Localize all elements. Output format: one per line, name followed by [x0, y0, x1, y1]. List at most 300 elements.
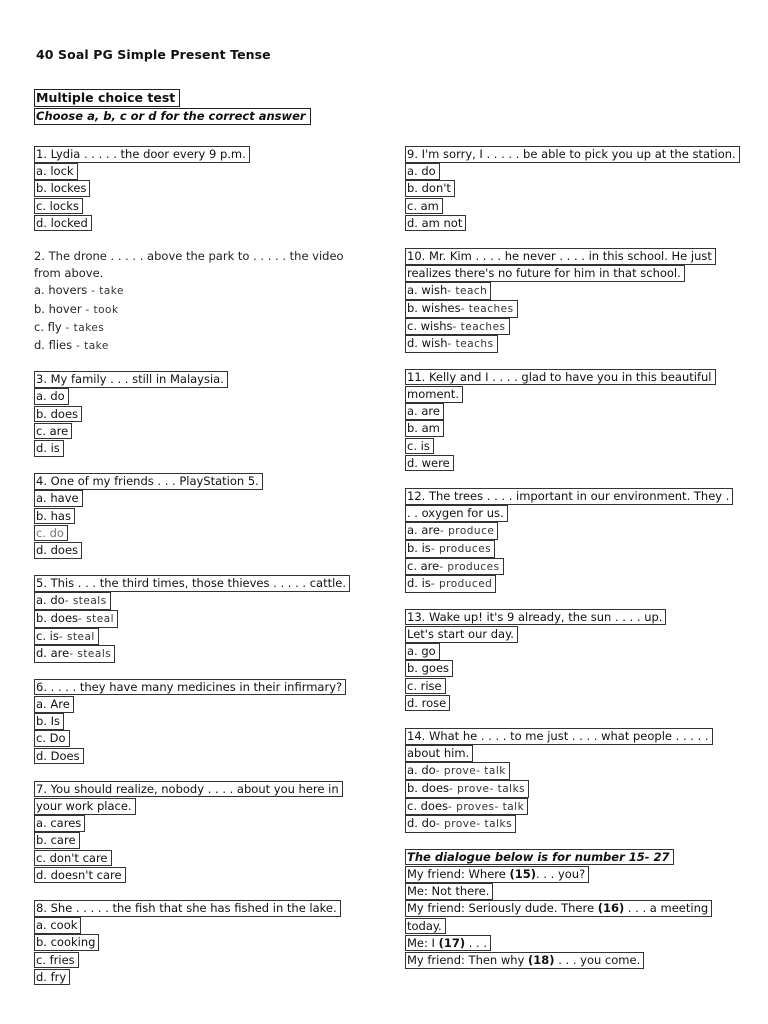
line-text: [405, 540, 495, 558]
line-text: [34, 423, 72, 440]
line-text: [34, 815, 85, 832]
line-main-text: c. rise: [407, 678, 442, 693]
answer-line: [34, 628, 374, 646]
option-second-word: - produces: [430, 543, 492, 556]
answer-line: [405, 678, 745, 695]
line-after-text: . . .: [465, 935, 488, 950]
line-text: [405, 678, 446, 695]
answer-line: [34, 798, 374, 815]
line-main-text: c. does: [407, 798, 449, 813]
answer-line: [34, 180, 374, 197]
question-stem: [405, 369, 745, 386]
line-main-text: a. go: [407, 644, 436, 659]
line-main-text: realizes there's no future for him in that school.: [407, 266, 681, 281]
answer-line: [34, 440, 374, 457]
line-text: [405, 798, 528, 816]
line-main-text: 9. I'm sorry, I . . . . . be able to pick you up at the station.: [407, 147, 736, 161]
line-main-text: 12. The trees . . . . important in our environment. They .: [407, 489, 730, 504]
line-text: [34, 850, 112, 867]
line-main-text: 4. One of my friends . . . PlayStation 5.: [36, 474, 259, 489]
line-main-text: d. is: [407, 576, 431, 591]
question-block: [34, 679, 374, 765]
answer-line: [34, 423, 374, 440]
option-second-word: - teaches: [452, 320, 506, 333]
line-text: [405, 420, 444, 437]
answer-line: [405, 660, 745, 677]
line-text: [34, 180, 90, 197]
answer-line: [405, 198, 745, 215]
line-main-text: d. wish: [407, 336, 448, 351]
answer-line: [405, 900, 745, 917]
line-main-text: a. are: [407, 404, 440, 419]
line-main-text: 6. . . . . they have many medicines in their infirmary?: [36, 679, 343, 694]
question-block: [405, 248, 745, 353]
line-main-text: 10. Mr. Kim . . . . he never . . . . in this school. He just: [407, 249, 712, 264]
line-text: [405, 300, 518, 318]
answer-line: [405, 282, 745, 300]
answer-line: [34, 610, 374, 628]
question-block: [405, 488, 745, 593]
answer-line: [405, 695, 745, 712]
option-second-word: - takes: [61, 321, 105, 334]
line-main-text: c. fries: [36, 952, 75, 967]
line-main-text: b. Is: [36, 714, 60, 729]
line-main-text: d. do: [407, 816, 436, 831]
line-text: [405, 952, 644, 969]
answer-line: [34, 282, 374, 300]
line-text: [34, 146, 250, 163]
line-main-text: c. Do: [36, 731, 66, 746]
line-main-text: d. am not: [407, 215, 463, 230]
line-text: [405, 762, 510, 780]
line-text: [34, 266, 103, 280]
answer-line: [34, 265, 374, 282]
line-main-text: Me: I: [407, 935, 439, 950]
answer-line: [34, 542, 374, 559]
question-block: [34, 248, 374, 355]
question-block: [34, 146, 374, 232]
heading-label: Multiple choice test: [34, 89, 180, 107]
answer-line: [34, 952, 374, 969]
answer-line: [405, 745, 745, 762]
document-title: 40 Soal PG Simple Present Tense: [36, 47, 271, 62]
line-main-text: Let's start our day.: [407, 627, 514, 641]
answer-line: [405, 335, 745, 353]
line-main-text: 13. Wake up! it's 9 already, the sun . . . . up.: [407, 609, 663, 624]
line-text: [405, 780, 529, 798]
answer-line: [405, 300, 745, 318]
line-text: [34, 388, 69, 405]
line-text: [405, 488, 733, 505]
line-main-text: c. is: [407, 438, 430, 453]
answer-line: [34, 388, 374, 405]
line-main-text: b. does: [36, 406, 79, 421]
line-text: [405, 265, 685, 282]
question-stem: [405, 248, 745, 265]
question-block: [34, 575, 374, 663]
answer-line: [405, 798, 745, 816]
line-text: [34, 679, 346, 696]
answer-line: [405, 455, 745, 472]
option-second-word: - teachs: [447, 338, 494, 351]
test-heading: [34, 89, 311, 125]
line-main-text: 5. This . . . the third times, those thieves . . . . . cattle.: [36, 576, 347, 591]
line-text: [34, 748, 84, 765]
answer-line: [34, 730, 374, 747]
question-stem: [405, 488, 745, 505]
line-text: [405, 849, 674, 866]
line-text: [34, 371, 228, 388]
answer-line: [34, 645, 374, 663]
answer-line: [34, 969, 374, 986]
line-text: [34, 508, 75, 525]
line-main-text: c. is: [36, 628, 59, 643]
answer-line: [405, 626, 745, 643]
option-second-word: - prove- talks: [435, 818, 513, 831]
line-text: [405, 215, 466, 232]
line-main-text: a. have: [36, 491, 79, 506]
option-second-word: - teaches: [460, 303, 514, 316]
line-main-text: your work place.: [36, 799, 132, 814]
line-text: [34, 249, 344, 263]
line-text: [34, 730, 70, 747]
line-main-text: 1. Lydia . . . . . the door every 9 p.m.: [36, 147, 246, 161]
answer-line: [34, 490, 374, 507]
line-text: [34, 320, 104, 334]
line-text: [405, 728, 713, 745]
line-text: [34, 198, 83, 215]
answer-line: [34, 319, 374, 337]
answer-line: [34, 337, 374, 355]
blank-number-marker: (17): [438, 935, 466, 950]
answer-line: [34, 215, 374, 232]
answer-line: [34, 815, 374, 832]
line-text: [405, 335, 498, 353]
line-main-text: The dialogue below is for number 15- 27: [407, 849, 670, 864]
line-text: [34, 406, 82, 423]
line-main-text: a. cook: [36, 918, 78, 933]
line-main-text: b. does: [407, 781, 450, 796]
line-main-text: a. do: [407, 164, 436, 179]
line-main-text: a. wish: [407, 283, 448, 298]
line-main-text: b. does: [36, 611, 79, 626]
line-text: [34, 952, 79, 969]
line-text: [405, 883, 493, 900]
line-main-text: d. does: [36, 543, 79, 558]
option-second-word: - proves- talk: [448, 800, 525, 813]
line-text: [34, 610, 118, 628]
question-stem: [34, 371, 374, 388]
line-main-text: a. do: [36, 593, 65, 608]
line-text: [34, 542, 82, 559]
line-text: [34, 283, 124, 297]
line-main-text: c. are: [36, 423, 69, 438]
line-main-text: 14. What he . . . . to me just . . . . what people . . . . .: [407, 729, 709, 744]
question-stem: [34, 248, 374, 265]
line-text: [405, 935, 491, 952]
line-main-text: a. cares: [36, 816, 82, 831]
answer-line: [34, 696, 374, 713]
line-after-text: . . . you?: [536, 867, 586, 881]
line-main-text: b. is: [407, 541, 431, 556]
answer-line: [405, 180, 745, 197]
answer-line: [34, 163, 374, 180]
line-main-text: c. are: [407, 558, 440, 573]
line-text: [405, 558, 504, 576]
option-second-word: - steals: [69, 648, 112, 661]
answer-line: [405, 918, 745, 935]
line-text: [405, 248, 716, 265]
answer-line: [34, 832, 374, 849]
line-text: [34, 215, 92, 232]
line-main-text: a. do: [407, 763, 436, 778]
line-main-text: c. wishs: [407, 318, 453, 333]
option-second-word: - take: [87, 285, 124, 298]
line-main-text: a. Are: [36, 697, 70, 712]
line-text: [34, 713, 64, 730]
question-stem: [405, 146, 745, 163]
answer-line: [405, 386, 745, 403]
answer-line: [34, 917, 374, 934]
line-main-text: moment.: [407, 387, 459, 401]
line-main-text: d. rose: [407, 695, 447, 710]
answer-line: [34, 592, 374, 610]
line-main-text: from above.: [34, 266, 104, 281]
line-main-text: . . oxygen for us.: [407, 506, 504, 521]
line-main-text: b. goes: [407, 661, 450, 676]
question-stem: [34, 146, 374, 163]
line-main-text: a. lock: [36, 164, 74, 179]
line-main-text: d. are: [36, 646, 70, 661]
answer-line: [405, 815, 745, 833]
line-text: [405, 695, 450, 712]
line-main-text: b. cooking: [36, 935, 96, 950]
line-text: [34, 969, 70, 986]
line-text: [405, 198, 443, 215]
line-main-text: 8. She . . . . . the fish that she has fished in the lake.: [36, 901, 337, 916]
answer-line: [34, 301, 374, 319]
line-main-text: b. don't: [407, 181, 451, 196]
line-text: [34, 473, 263, 490]
line-text: [34, 917, 81, 934]
line-text: [34, 490, 83, 507]
line-text: [34, 338, 109, 352]
answer-line: [405, 265, 745, 282]
option-second-word: - took: [81, 303, 119, 316]
answer-line: [405, 403, 745, 420]
line-text: [405, 900, 712, 917]
question-stem: [405, 728, 745, 745]
line-text: [34, 832, 80, 849]
line-text: [405, 866, 589, 883]
line-main-text: b. am: [407, 421, 440, 436]
question-stem: [34, 575, 374, 592]
question-block: [34, 473, 374, 559]
answer-line: [34, 713, 374, 730]
line-text: [34, 592, 111, 610]
line-after-text: . . . a meeting: [624, 901, 709, 916]
line-text: [405, 163, 440, 180]
line-after-text: . . . you come.: [554, 953, 641, 968]
line-text: [405, 522, 498, 540]
answer-line: [405, 780, 745, 798]
answer-line: [405, 420, 745, 437]
line-text: [405, 282, 491, 300]
line-text: [405, 403, 444, 420]
instruction-label: Choose a, b, c or d for the correct answer: [34, 108, 311, 125]
question-stem: [34, 473, 374, 490]
answer-line: [405, 866, 745, 883]
line-main-text: 2. The drone . . . . . above the park to . . . . . the video: [34, 249, 344, 264]
line-main-text: c. locks: [36, 198, 79, 213]
line-text: [405, 146, 740, 163]
answer-line: [34, 867, 374, 884]
line-main-text: b. care: [36, 833, 76, 848]
question-block: [405, 369, 745, 472]
line-text: [34, 525, 68, 542]
line-main-text: d. locked: [36, 215, 88, 230]
left-question-column: [34, 146, 374, 1002]
line-main-text: d. were: [407, 455, 450, 470]
answer-line: [405, 883, 745, 900]
option-second-word: - produced: [430, 578, 493, 591]
line-text: [34, 628, 99, 646]
line-main-text: 7. You should realize, nobody . . . . about you here in: [36, 781, 339, 796]
question-stem: [34, 900, 374, 917]
line-text: [34, 440, 64, 457]
answer-line: [405, 438, 745, 455]
answer-line: [34, 198, 374, 215]
line-text: [34, 781, 343, 798]
line-main-text: My friend: Seriously dude. There: [407, 901, 598, 916]
line-main-text: d. is: [36, 441, 60, 456]
line-main-text: d. doesn't care: [36, 867, 122, 882]
line-text: [405, 918, 446, 935]
answer-line: [34, 748, 374, 765]
option-second-word: - prove- talks: [449, 783, 526, 796]
line-text: [34, 163, 78, 180]
blank-number-marker: (18): [528, 953, 555, 968]
line-text: [405, 815, 516, 833]
question-stem: [34, 781, 374, 798]
line-text: [405, 505, 508, 522]
blank-number-marker: (15): [509, 867, 537, 881]
answer-line: [34, 850, 374, 867]
question-block: [405, 728, 745, 833]
line-main-text: c. do: [36, 525, 64, 540]
question-stem: [34, 679, 374, 696]
option-second-word: - steals: [64, 595, 107, 608]
line-text: [405, 609, 666, 626]
line-text: [34, 645, 115, 663]
question-block: [34, 371, 374, 457]
line-main-text: c. am: [407, 198, 439, 213]
blank-number-marker: (16): [597, 901, 625, 916]
line-text: [405, 626, 518, 643]
answer-line: [405, 163, 745, 180]
answer-line: [405, 540, 745, 558]
line-text: [405, 745, 473, 762]
answer-line: [405, 952, 745, 969]
line-main-text: d. Does: [36, 748, 80, 763]
line-text: [405, 455, 454, 472]
line-text: [405, 386, 463, 403]
answer-line: [405, 575, 745, 593]
line-text: [405, 643, 440, 660]
line-main-text: My friend: Where: [407, 867, 510, 881]
line-text: [34, 934, 99, 951]
answer-line: [405, 935, 745, 952]
option-second-word: - teach: [447, 285, 488, 298]
answer-line: [405, 762, 745, 780]
question-block: [405, 609, 745, 712]
question-block: [405, 849, 745, 969]
answer-line: [34, 934, 374, 951]
answer-line: [405, 318, 745, 336]
option-second-word: - take: [72, 340, 109, 353]
line-text: [405, 318, 510, 336]
question-stem: [405, 609, 745, 626]
right-question-column: [405, 146, 745, 985]
line-main-text: today.: [407, 918, 442, 933]
line-main-text: a. hovers: [34, 283, 88, 298]
answer-line: [405, 215, 745, 232]
question-block: [34, 900, 374, 986]
line-text: [34, 696, 74, 713]
line-main-text: a. do: [36, 389, 65, 404]
line-text: [405, 369, 716, 386]
line-main-text: Me: Not there.: [407, 884, 490, 899]
option-second-word: - steal: [78, 613, 115, 626]
option-second-word: - produce: [439, 525, 495, 538]
answer-line: [34, 406, 374, 423]
option-second-word: - prove- talk: [435, 765, 506, 778]
line-main-text: My friend: Then why: [407, 953, 529, 968]
answer-line: [405, 505, 745, 522]
line-text: [405, 180, 455, 197]
line-main-text: b. lockes: [36, 181, 87, 196]
line-main-text: b. hover: [34, 301, 82, 316]
line-main-text: b. wishes: [407, 301, 461, 316]
line-text: [34, 867, 126, 884]
line-main-text: 11. Kelly and I . . . . glad to have you in this beautiful: [407, 369, 712, 384]
line-main-text: about him.: [407, 746, 470, 761]
line-main-text: b. has: [36, 508, 71, 523]
question-block: [34, 781, 374, 884]
line-text: [405, 438, 434, 455]
answer-line: [405, 522, 745, 540]
line-main-text: c. fly: [34, 319, 62, 334]
line-text: [34, 900, 341, 917]
answer-line: [34, 525, 374, 542]
line-text: [34, 798, 136, 815]
answer-line: [405, 558, 745, 576]
line-main-text: 3. My family . . . still in Malaysia.: [36, 372, 224, 387]
answer-line: [405, 643, 745, 660]
answer-line: [34, 508, 374, 525]
line-main-text: c. don't care: [36, 850, 108, 865]
question-stem: [405, 849, 745, 866]
option-second-word: - steal: [58, 630, 95, 643]
line-text: [405, 575, 496, 593]
line-main-text: a. are: [407, 523, 440, 538]
line-text: [34, 302, 119, 316]
question-block: [405, 146, 745, 232]
line-text: [405, 660, 453, 677]
line-main-text: d. fry: [36, 969, 67, 984]
line-main-text: d. flies: [34, 338, 73, 353]
line-text: [34, 575, 350, 592]
